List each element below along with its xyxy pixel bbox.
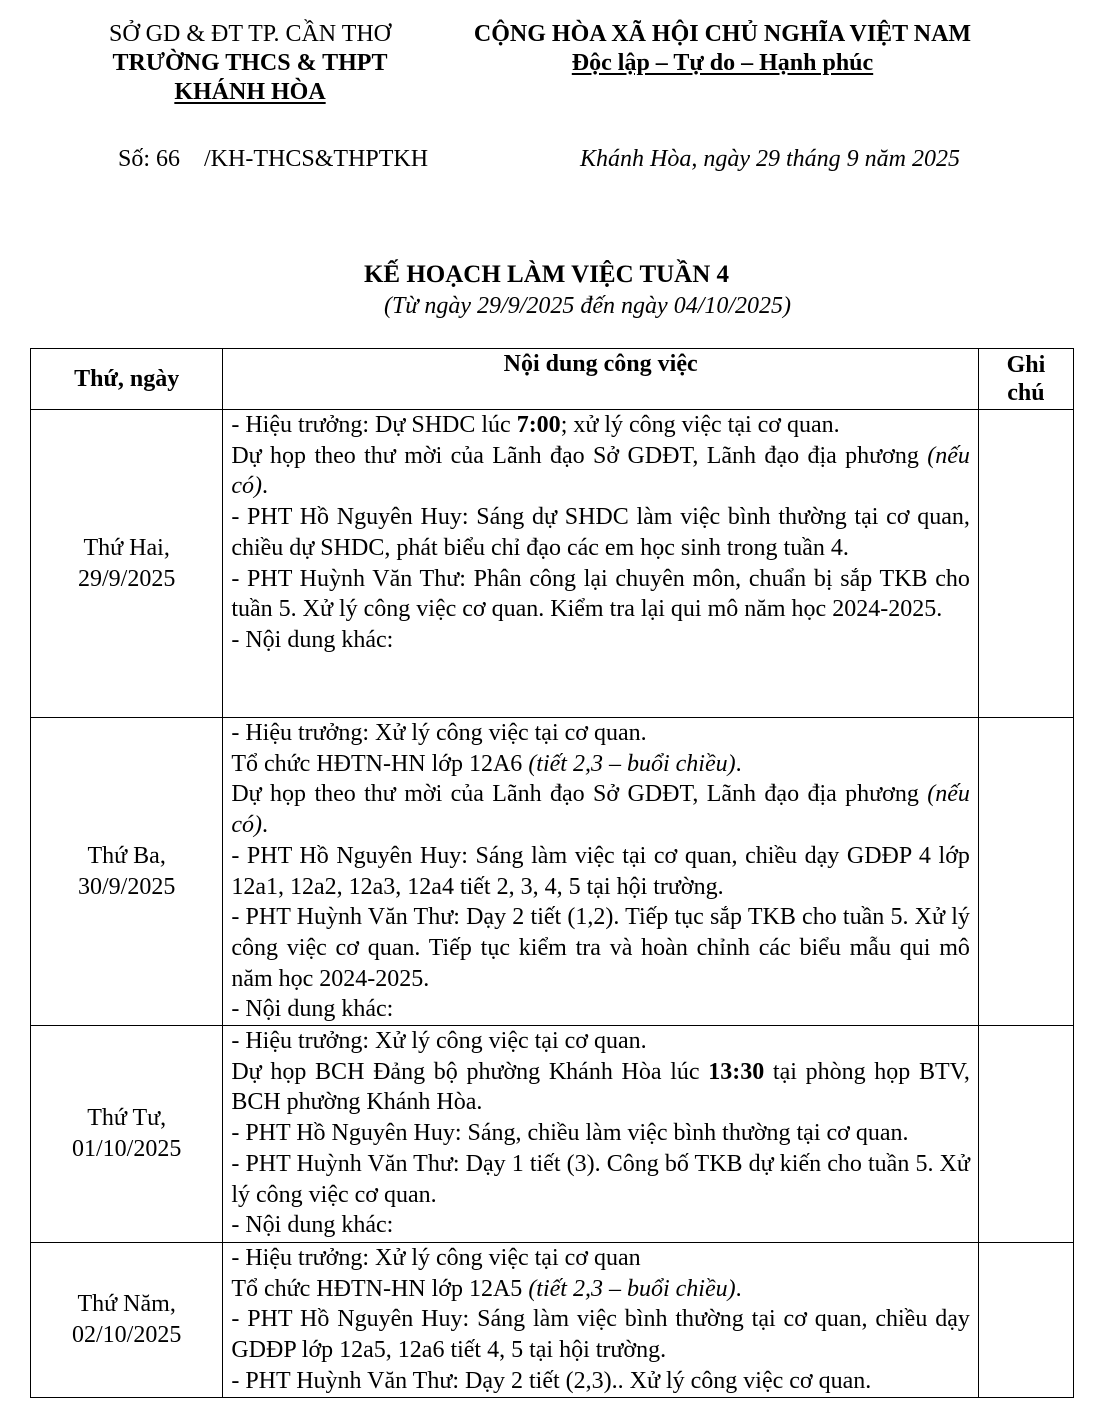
- task-text: - Nội dung khác:: [231, 996, 394, 1023]
- task-text: - Nội dung khác:: [231, 626, 394, 653]
- time-highlight: 13:30: [708, 1058, 765, 1085]
- note-cell: [978, 718, 1073, 1026]
- agency-department: SỞ GD & ĐT TP. CẦN THƠ: [108, 21, 392, 47]
- national-motto: Độc lập – Tự do – Hạnh phúc: [571, 50, 874, 76]
- task-text: - PHT Huỳnh Văn Thư: Dạy 2 tiết (2,3).. Xử lý công việc cơ quan.: [231, 1367, 872, 1394]
- task-line: [231, 1366, 970, 1397]
- task-line: [231, 410, 970, 441]
- table-row: [31, 410, 1074, 718]
- work-schedule-table: [30, 348, 1074, 1398]
- italic-note: (tiết 2,3 – buổi chiều): [528, 750, 736, 777]
- issuing-agency: [60, 20, 440, 107]
- task-text: - PHT Huỳnh Văn Thư: Phân công lại chuyên môn, chuẩn bị sắp TKB cho tuần 5. Xử lý công việc cơ quan. Kiểm tra lại qui mô năm học 2024-2025.: [231, 565, 970, 623]
- italic-note: (tiết 2,3 – buổi chiều): [528, 1275, 736, 1302]
- column-header-content: Nội dung công việc: [223, 349, 979, 410]
- note-cell: [978, 410, 1073, 718]
- task-text: ; xử lý công việc tại cơ quan.: [560, 412, 840, 438]
- day-cell: [31, 1243, 223, 1398]
- task-text: tại phòng họp BTV, BCH phường Khánh Hòa.: [231, 1058, 970, 1116]
- task-text: .: [735, 750, 742, 777]
- table-row: [31, 1243, 1074, 1398]
- content-cell: [223, 718, 979, 1026]
- task-text: - Hiệu trưởng: Dự SHDC lúc: [231, 412, 517, 438]
- task-text: Tổ chức HĐTN-HN lớp 12A5: [231, 1275, 529, 1302]
- task-text: - Hiệu trưởng: Xử lý công việc tại cơ quan.: [231, 1028, 647, 1055]
- document-subtitle: (Từ ngày 29/9/2025 đến ngày 04/10/2025): [383, 293, 792, 319]
- content-cell: [223, 1243, 979, 1398]
- task-line: [231, 1118, 970, 1149]
- table-row: [31, 1026, 1074, 1243]
- task-line: [231, 1274, 970, 1305]
- task-line: [231, 625, 970, 656]
- place-date: Khánh Hòa, ngày 29 tháng 9 năm 2025: [580, 146, 960, 172]
- task-line: [231, 1057, 970, 1118]
- day-cell: [31, 1026, 223, 1243]
- task-text: - PHT Huỳnh Văn Thư: Dạy 2 tiết (1,2). Tiếp tục sắp TKB cho tuần 5. Xử lý công việc cơ quan. Tiếp tục kiểm tra và hoàn chỉnh các biểu mẫu qui mô năm học 2024-2025.: [231, 904, 970, 992]
- task-text: .: [261, 473, 268, 500]
- national-header: [440, 20, 1005, 78]
- task-text: - PHT Huỳnh Văn Thư: Dạy 1 tiết (3). Công bố TKB dự kiến cho tuần 5. Xử lý công việc cơ quan.: [231, 1150, 970, 1208]
- day-cell: [31, 410, 223, 718]
- task-line: [231, 994, 970, 1025]
- task-line: [231, 749, 970, 780]
- italic-note: (nếu có): [231, 442, 970, 500]
- task-line: [231, 1304, 970, 1365]
- task-line: [231, 1026, 970, 1057]
- task-line: [231, 718, 970, 749]
- table-header-row: [31, 349, 1074, 410]
- nation-name: CỘNG HÒA XÃ HỘI CHỦ NGHĨA VIỆT NAM: [473, 21, 972, 47]
- document-number: Số: 66 /KH-THCS&THPTKH: [118, 146, 429, 172]
- table-row: [31, 718, 1074, 1026]
- column-header-day: Thứ, ngày: [31, 349, 223, 410]
- weekday: Thứ Năm,: [77, 1291, 176, 1318]
- task-text: - PHT Hồ Nguyên Huy: Sáng làm việc tại cơ quan, chiều dạy GDĐP 4 lớp 12a1, 12a2, 12a3, 12a4 tiết 2, 3, 4, 5 tại hội trường.: [231, 842, 970, 900]
- task-text: - PHT Hồ Nguyên Huy: Sáng làm việc bình thường tại cơ quan, chiều dạy GDĐP lớp 12a5, 12a6 tiết 4, 5 tại hội trường.: [231, 1306, 970, 1364]
- weekday: Thứ Hai,: [83, 534, 170, 561]
- time-highlight: 7:00: [516, 412, 561, 438]
- task-line: [231, 564, 970, 625]
- task-text: .: [261, 812, 268, 839]
- task-text: Tổ chức HĐTN-HN lớp 12A6: [231, 750, 529, 777]
- content-cell: [223, 410, 979, 718]
- content-cell: [223, 1026, 979, 1243]
- column-header-note: Ghi chú: [978, 349, 1073, 410]
- task-text: - Hiệu trưởng: Xử lý công việc tại cơ quan.: [231, 720, 647, 746]
- task-line: [231, 1243, 970, 1274]
- task-line: [231, 1210, 970, 1241]
- task-text: Dự họp BCH Đảng bộ phường Khánh Hòa lúc: [231, 1058, 709, 1085]
- task-line: [231, 1149, 970, 1210]
- document-title: KẾ HOẠCH LÀM VIỆC TUẦN 4: [363, 261, 730, 288]
- italic-note: (nếu có): [231, 781, 970, 839]
- weekday: Thứ Tư,: [87, 1105, 167, 1132]
- date: 01/10/2025: [71, 1136, 182, 1163]
- task-line: [231, 779, 970, 840]
- task-text: Dự họp theo thư mời của Lãnh đạo Sở GDĐT, Lãnh đạo địa phương: [231, 781, 928, 808]
- day-cell: [31, 718, 223, 1026]
- task-text: Dự họp theo thư mời của Lãnh đạo Sở GDĐT, Lãnh đạo địa phương: [231, 442, 928, 469]
- task-line: [231, 502, 970, 563]
- task-line: [231, 441, 970, 502]
- note-cell: [978, 1026, 1073, 1243]
- task-line: [231, 902, 970, 994]
- task-text: - PHT Hồ Nguyên Huy: Sáng dự SHDC làm việc bình thường tại cơ quan, chiều dự SHDC, phát biểu chỉ đạo các em học sinh trong tuần 4.: [231, 504, 970, 561]
- date: 29/9/2025: [77, 565, 176, 592]
- date: 30/9/2025: [77, 873, 176, 900]
- school-location: KHÁNH HÒA: [174, 79, 326, 105]
- task-text: .: [735, 1275, 742, 1302]
- date: 02/10/2025: [71, 1321, 182, 1348]
- task-line: [231, 841, 970, 902]
- weekday: Thứ Ba,: [87, 842, 166, 869]
- table-body: [31, 410, 1074, 1398]
- task-text: - Hiệu trưởng: Xử lý công việc tại cơ quan: [231, 1245, 641, 1272]
- task-text: - Nội dung khác:: [231, 1212, 394, 1239]
- note-cell: [978, 1243, 1073, 1398]
- task-text: - PHT Hồ Nguyên Huy: Sáng, chiều làm việc bình thường tại cơ quan.: [231, 1120, 909, 1147]
- school-name: TRƯỜNG THCS & THPT: [112, 50, 388, 76]
